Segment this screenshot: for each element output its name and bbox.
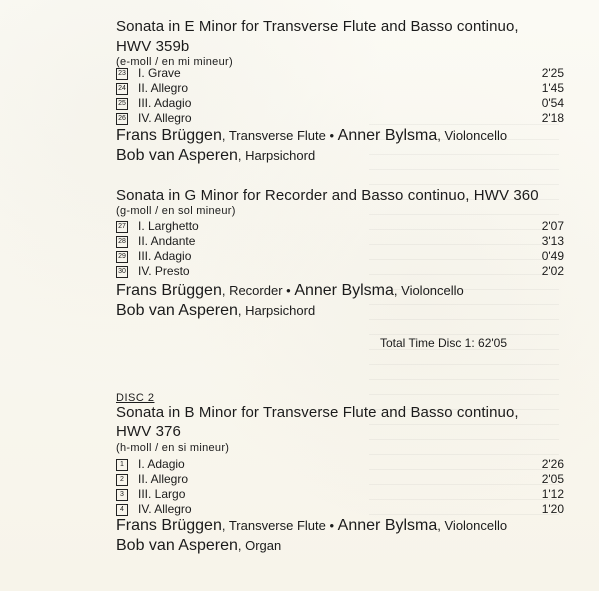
track-30-title: IV. Presto <box>138 264 190 278</box>
sonata-1-performers <box>116 126 507 166</box>
track-29-row[interactable] <box>116 249 564 264</box>
track-1-time: 2'26 <box>541 457 564 471</box>
sonata-3-title: Sonata in B Minor for Transverse Flute and Basso continuo, <box>116 404 519 421</box>
performer-role: , Violoncello <box>437 128 508 143</box>
sonata-1-performer-line-2 <box>116 146 507 166</box>
sonata-1-performer-line-1 <box>116 126 507 146</box>
sonata-1-catalog: HWV 359b <box>116 38 190 55</box>
performer-role: , Harpsichord <box>237 303 316 318</box>
sonata-2-performer-line-1 <box>116 281 464 301</box>
track-3-number: 3 <box>116 489 128 501</box>
track-2-title: II. Allegro <box>138 472 189 486</box>
performer-name: Frans Brüggen <box>116 517 222 534</box>
track-26-row[interactable] <box>116 111 564 126</box>
sonata-3-performer-line-1 <box>116 516 507 536</box>
track-25-time: 0'54 <box>541 96 564 110</box>
track-23-number: 23 <box>116 68 128 80</box>
track-4-time: 1'20 <box>541 502 564 516</box>
sonata-1-subtitle: (e-moll / en mi mineur) <box>116 56 233 68</box>
track-30-time: 2'02 <box>541 264 564 278</box>
performer-name: Bob van Asperen <box>116 147 238 164</box>
sonata-2-performers <box>116 281 464 321</box>
track-1-number: 1 <box>116 459 128 471</box>
track-2-time: 2'05 <box>541 472 564 486</box>
performer-name: Anner Bylsma <box>337 127 438 144</box>
track-30-number: 30 <box>116 266 128 278</box>
track-2-row[interactable] <box>116 472 564 487</box>
sonata-2-subtitle: (g-moll / en sol mineur) <box>116 205 236 217</box>
track-2-number: 2 <box>116 474 128 486</box>
track-3-title: III. Largo <box>138 487 186 501</box>
track-29-time: 0'49 <box>541 249 564 263</box>
track-4-number: 4 <box>116 504 128 516</box>
track-26-number: 26 <box>116 113 128 125</box>
sonata-3-catalog: HWV 376 <box>116 423 181 440</box>
performer-role: , Transverse Flute • <box>221 128 338 143</box>
track-25-title: III. Adagio <box>138 96 192 110</box>
track-24-number: 24 <box>116 83 128 95</box>
performer-name: Bob van Asperen <box>116 537 238 554</box>
performer-name: Frans Brüggen <box>116 127 222 144</box>
sonata-3-performer-line-2 <box>116 536 507 556</box>
sonata-2-title: Sonata in G Minor for Recorder and Basso continuo, HWV 360 <box>116 187 539 204</box>
track-1-title: I. Adagio <box>138 457 185 471</box>
track-24-title: II. Allegro <box>138 81 189 95</box>
track-24-row[interactable] <box>116 81 564 96</box>
performer-role: , Violoncello <box>437 518 508 533</box>
performer-role: , Organ <box>237 538 282 553</box>
track-28-row[interactable] <box>116 234 564 249</box>
track-29-number: 29 <box>116 251 128 263</box>
track-28-number: 28 <box>116 236 128 248</box>
track-26-title: IV. Allegro <box>138 111 192 125</box>
performer-name: Frans Brüggen <box>116 282 222 299</box>
track-27-number: 27 <box>116 221 128 233</box>
track-30-row[interactable] <box>116 264 564 279</box>
performer-name: Bob van Asperen <box>116 302 238 319</box>
performer-name: Anner Bylsma <box>294 282 394 299</box>
track-4-title: IV. Allegro <box>138 502 192 516</box>
performer-name: Anner Bylsma <box>337 517 438 534</box>
track-25-row[interactable] <box>116 96 564 111</box>
track-24-time: 1'45 <box>541 81 564 95</box>
performer-role: , Transverse Flute • <box>221 518 338 533</box>
sonata-3-performers <box>116 516 507 556</box>
track-29-title: III. Adagio <box>138 249 192 263</box>
performer-role: , Harpsichord <box>237 148 316 163</box>
track-4-row[interactable] <box>116 502 564 517</box>
track-27-title: I. Larghetto <box>138 219 199 233</box>
track-27-time: 2'07 <box>541 219 564 233</box>
track-25-number: 25 <box>116 98 128 110</box>
track-3-row[interactable] <box>116 487 564 502</box>
track-23-row[interactable] <box>116 66 564 81</box>
sonata-2-performer-line-2 <box>116 301 464 321</box>
track-28-title: II. Andante <box>138 234 196 248</box>
track-27-row[interactable] <box>116 219 564 234</box>
disc-2-label: DISC 2 <box>116 392 155 404</box>
sonata-1-title: Sonata in E Minor for Transverse Flute and Basso continuo, <box>116 18 519 35</box>
performer-role: , Recorder • <box>221 283 295 298</box>
sonata-3-subtitle: (h-moll / en si mineur) <box>116 442 230 454</box>
track-23-time: 2'25 <box>541 66 564 80</box>
track-26-time: 2'18 <box>541 111 564 125</box>
track-1-row[interactable] <box>116 457 564 472</box>
total-time-disc-1: Total Time Disc 1: 62'05 <box>380 336 508 350</box>
track-23-title: I. Grave <box>138 66 181 80</box>
track-28-time: 3'13 <box>541 234 564 248</box>
performer-role: , Violoncello <box>393 283 464 298</box>
track-3-time: 1'12 <box>541 487 564 501</box>
